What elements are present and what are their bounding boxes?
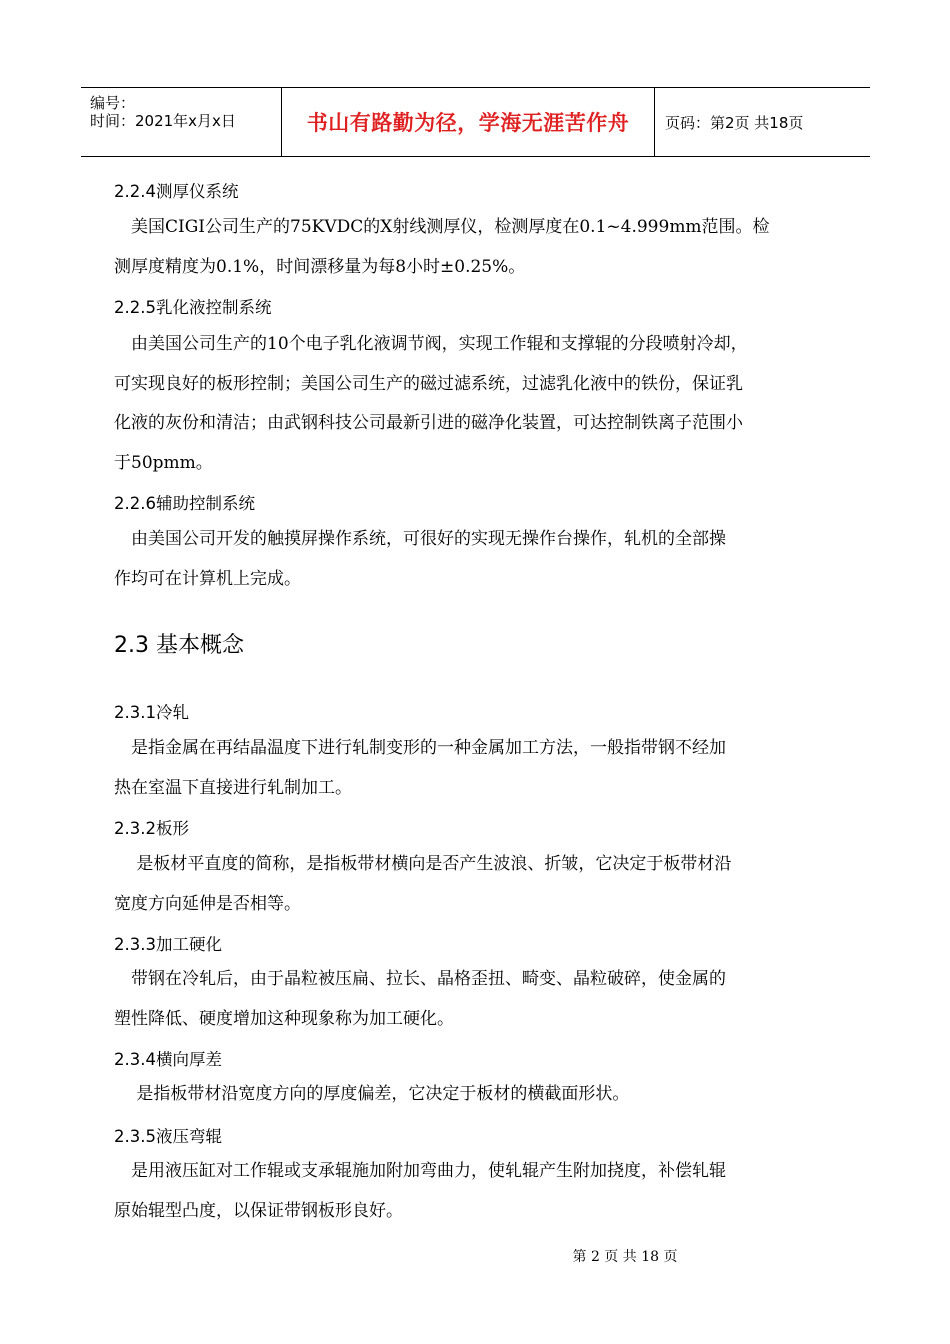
section-heading: 2.3.3加工硬化 — [114, 935, 222, 954]
header-motto: 书山有路勤为径，学海无涯苦作舟 — [306, 111, 630, 135]
header-info-cell — [81, 88, 282, 156]
section-paragraph — [114, 845, 838, 924]
paragraph-line: 是指板带材沿宽度方向的厚度偏差，它决定于板材的横截面形状。 — [114, 1084, 630, 1104]
paragraph-line: 是指金属在再结晶温度下进行轧制变形的一种金属加工方法，一般指带钢不经加 — [114, 738, 726, 758]
section-heading: 2.3.2板形 — [114, 819, 189, 838]
section-heading: 2.3.1冷轧 — [114, 703, 189, 722]
paragraph-line: 作均可在计算机上完成。 — [114, 568, 301, 589]
paragraph-line: 美国CIGI公司生产的75KVDC的X射线测厚仪，检测厚度在0.1~4.999mm范围。检 — [114, 217, 770, 237]
paragraph-line: 化液的灰份和清洁；由武钢科技公司最新引进的磁净化装置，可达控制铁离子范围小 — [114, 413, 743, 433]
paragraph-line: 由美国公司生产的10个电子乳化液调节阀，实现工作辊和支撑辊的分段喷射冷却， — [114, 334, 748, 354]
paragraph-line: 宽度方向延伸是否相等。 — [114, 893, 301, 914]
section-heading: 2.3.4横向厚差 — [114, 1050, 222, 1069]
section-heading: 2.2.4测厚仪系统 — [114, 182, 239, 201]
section-heading: 2.3.5液压弯辊 — [114, 1127, 222, 1146]
paragraph-line: 可实现良好的板形控制；美国公司生产的磁过滤系统，过滤乳化液中的铁份，保证乳 — [114, 373, 743, 394]
paragraph-line: 塑性降低、硬度增加这种现象称为加工硬化。 — [114, 1008, 454, 1029]
section-paragraph — [114, 325, 838, 483]
document-time-label: 时间：2021年x月x日 — [90, 112, 236, 130]
chapter-heading: 2.3 基本概念 — [114, 633, 244, 658]
header-page-cell — [655, 88, 870, 156]
paragraph-line: 原始辊型凸度，以保证带钢板形良好。 — [114, 1200, 403, 1221]
paragraph-line: 是用液压缸对工作辊或支承辊施加附加弯曲力，使轧辊产生附加挠度，补偿轧辊 — [114, 1161, 726, 1181]
paragraph-line: 由美国公司开发的触摸屏操作系统，可很好的实现无操作台操作，轧机的全部操 — [114, 529, 726, 549]
footer-page-number: 第 2 页 共 18 页 — [572, 1249, 678, 1265]
section-heading: 2.2.5乳化液控制系统 — [114, 298, 272, 317]
page-footer — [0, 1246, 950, 1266]
section-paragraph — [114, 520, 838, 599]
header-motto-cell — [282, 88, 655, 156]
paragraph-line: 是板材平直度的简称，是指板带材横向是否产生波浪、折皱，它决定于板带材沿 — [114, 854, 732, 874]
header-page-number: 页码：第2页 共18页 — [665, 113, 804, 132]
page-header — [81, 87, 870, 157]
paragraph-line: 带钢在冷轧后，由于晶粒被压扁、拉长、晶格歪扭、畸变、晶粒破碎，使金属的 — [114, 969, 726, 989]
section-paragraph — [114, 208, 838, 287]
paragraph-line: 测厚度精度为0.1%，时间漂移量为每8小时±0.25%。 — [114, 256, 526, 277]
section-paragraph — [114, 729, 838, 808]
section-heading: 2.2.6辅助控制系统 — [114, 494, 255, 513]
section-paragraph — [114, 960, 838, 1039]
paragraph-line: 热在室温下直接进行轧制加工。 — [114, 777, 352, 798]
paragraph-line: 于50pmm。 — [114, 452, 213, 473]
section-paragraph — [114, 1075, 838, 1115]
document-number-label: 编号： — [90, 94, 136, 112]
section-paragraph — [114, 1152, 838, 1231]
